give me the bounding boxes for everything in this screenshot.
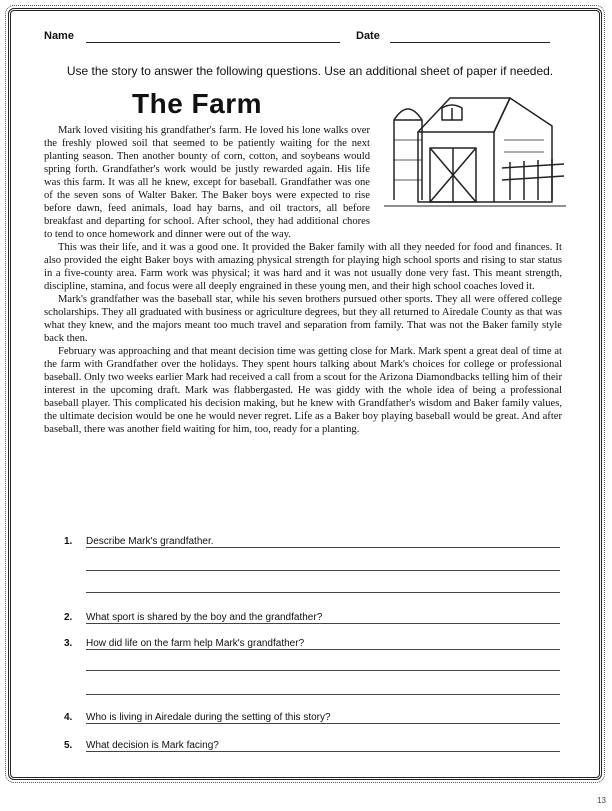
answer-line[interactable]	[86, 670, 560, 671]
question-text: Describe Mark's grandfather.	[86, 536, 214, 547]
story-paragraph-4: February was approaching and that meant decision time was getting close for Mark. Mark spent a great deal of time at the farm with Grandfather over the holidays. They spent hours talking about Mark's choices for college or professional baseball. Only two weeks earlier Mark had received a call from a scout for the Arizona Diamondbacks telling him of their interest in the upcoming draft. Mark was flabbergasted. He was giddy with the whole idea of being a professional baseball player. This complicated his decision making, but he knew with Grandfather's wisdom and Baker family values, the ultimate decision would be one he would never regret. Life as a Baker boy playing baseball would be great. And after baseball, there was another field waiting for him, too, ready for a planting.	[44, 346, 562, 435]
answer-line[interactable]	[86, 694, 560, 695]
answer-line[interactable]	[86, 547, 560, 548]
story-paragraph-3: Mark's grandfather was the baseball star, while his seven brothers pursued other sports. They all were offered college scholarships. They all graduated with business or agriculture degrees, but they all returned to Airedale County as that was what they knew, and the majors meant too much travel and separation from family. That was not the Baker family style back then.	[44, 294, 562, 344]
question-text: What decision is Mark facing?	[86, 740, 219, 751]
question-text: What sport is shared by the boy and the grandfather?	[86, 612, 323, 623]
question-text: How did life on the farm help Mark's grandfather?	[86, 638, 305, 649]
story-paragraph-2: This was their life, and it was a good one. It provided the Baker family with all they needed for food and finances. It also provided the eight Baker boys with amazing physical strength for playing high school sports and rising to star status in a five-county area. Farm work was physical; it was hard and it was not usually done very fast. This meant strength, discipline, stamina, and focus were all deeply engrained in these young men, and their high school coaches loved it.	[44, 242, 562, 292]
answer-line[interactable]	[86, 623, 560, 624]
answer-line[interactable]	[86, 592, 560, 593]
story-title: The Farm	[132, 88, 263, 119]
answer-line[interactable]	[86, 570, 560, 571]
question-number: 3.	[64, 638, 73, 649]
question-number: 4.	[64, 712, 73, 723]
question-2	[64, 612, 560, 626]
date-label: Date	[356, 30, 380, 42]
name-field-line[interactable]	[86, 42, 340, 43]
question-text: Who is living in Airedale during the setting of this story?	[86, 712, 331, 723]
question-1	[64, 536, 560, 550]
question-number: 2.	[64, 612, 73, 623]
question-5	[64, 740, 560, 754]
page-number: 13	[597, 796, 606, 805]
date-field-line[interactable]	[390, 42, 550, 43]
name-label: Name	[44, 30, 74, 42]
answer-line[interactable]	[86, 751, 560, 752]
answer-line[interactable]	[86, 649, 560, 650]
story-text	[44, 124, 562, 436]
story-paragraph-1: Mark loved visiting his grandfather's farm. He loved his lone walks over the freshly plowed soil that seemed to be patiently waiting for the next planting season. Then another bounty of corn, cotton, and soybeans would spring forth. Grandfather's work would be justly rewarded again. His life was this farm. It was all he knew, except for baseball. Grandfather was one of the seven sons of Walter Baker. The Baker boys were expected to rise before dawn, feed animals, load hay barns, and oil tractors, all before breakfast and departing for school. After school, they had additional chores to tend to once homework and dinner were out of the way.	[44, 125, 370, 240]
question-4	[64, 712, 560, 726]
question-number: 1.	[64, 536, 73, 547]
instructions: Use the story to answer the following questions. Use an additional sheet of paper if needed.	[66, 64, 554, 78]
question-number: 5.	[64, 740, 73, 751]
answer-line[interactable]	[86, 723, 560, 724]
header-row	[44, 30, 554, 46]
question-3	[64, 638, 560, 652]
